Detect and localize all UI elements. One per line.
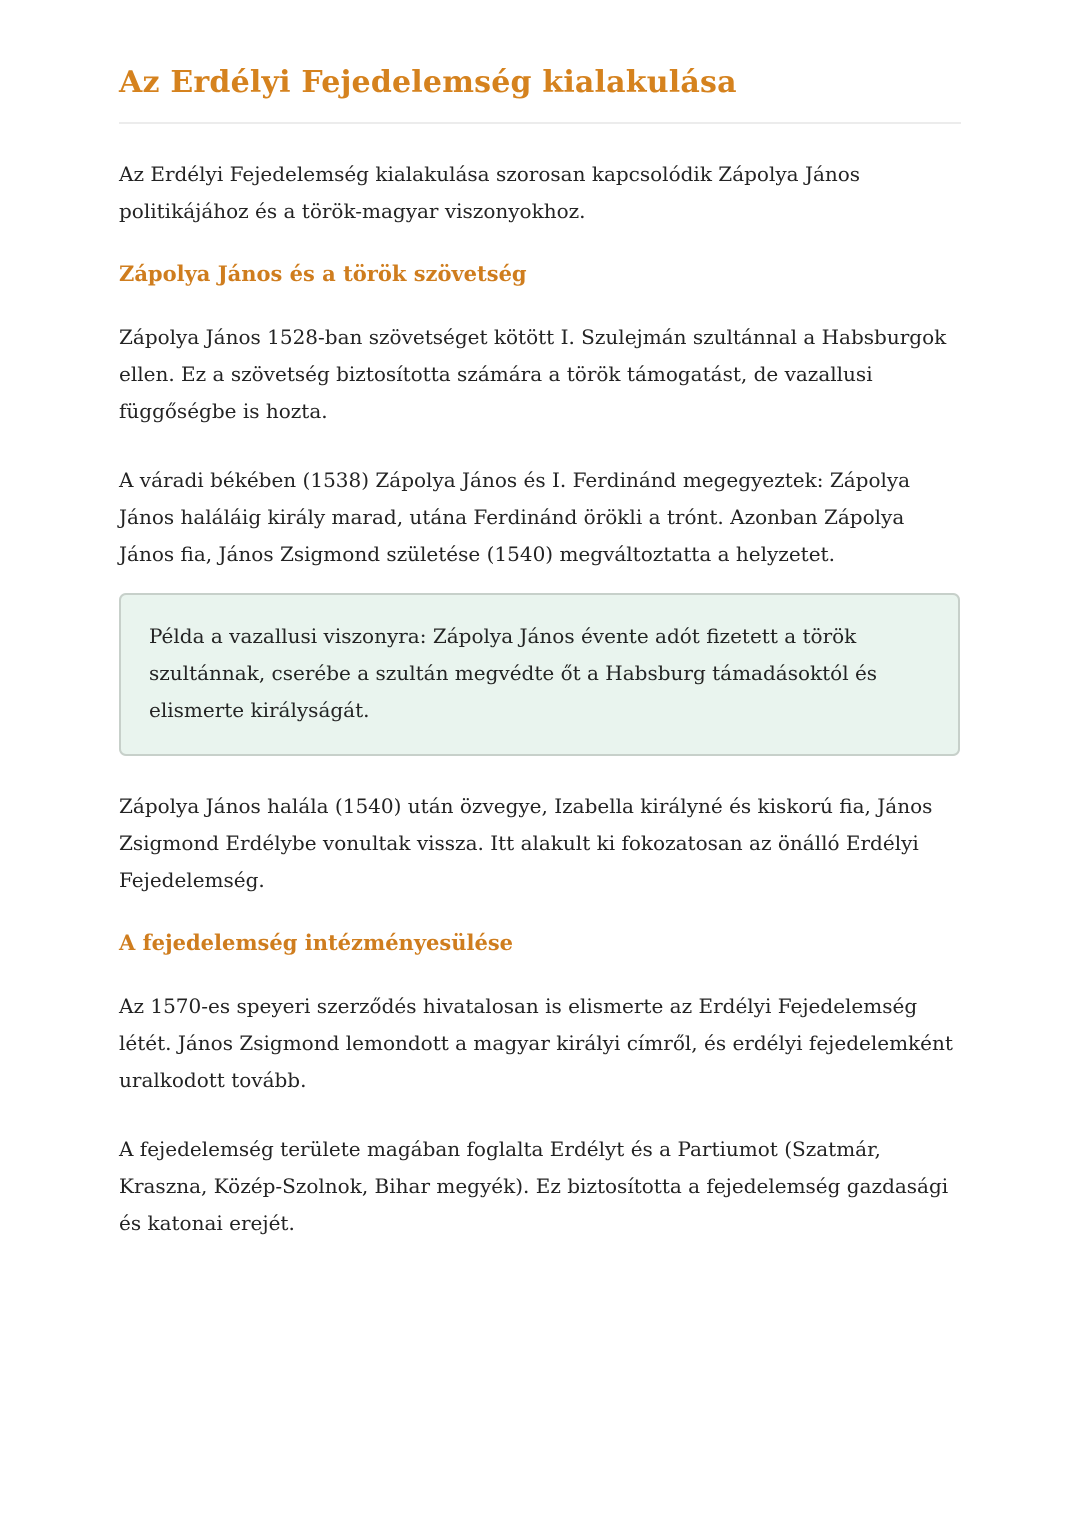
paragraph-speyeri-szerzodes: Az 1570-es speyeri szerződés hivatalosan is elismerte az Erdélyi Fejedelemség létét. János Zsigmond lemondott a magyar királyi címről, és erdélyi fejedelemként uralkodott tovább. <box>119 993 953 1092</box>
title-divider <box>119 122 961 124</box>
paragraph-zapolya-halala: Zápolya János halála (1540) után özvegye, Izabella királyné és kiskorú fia, János Zsigmond Erdélybe vonultak vissza. Itt alakult ki fokozatosan az önálló Erdélyi Fejedelemség. <box>119 793 933 892</box>
intro-paragraph: Az Erdélyi Fejedelemség kialakulása szorosan kapcsolódik Zápolya János politikájához és a török-magyar viszonyokhoz. <box>119 161 861 223</box>
section-heading-zapolya-torok-szovetseg: Zápolya János és a török szövetség <box>119 260 527 286</box>
paragraph-fejedelemseg-terulete: A fejedelemség területe magában foglalta Erdélyt és a Partiumot (Szatmár, Kraszna, Közép-Szolnok, Bihar megyék). Ez biztosította a fejedelemség gazdasági és katonai erejét. <box>119 1136 949 1235</box>
page-title: Az Erdélyi Fejedelemség kialakulása <box>119 65 737 100</box>
paragraph-varadi-beke: A váradi békében (1538) Zápolya János és I. Ferdinánd megegyeztek: Zápolya János haláláig király marad, utána Ferdinánd örökli a trónt. Azonban Zápolya János fia, János Zsigmond születése (1540) megváltoztatta a helyzetet. <box>119 467 911 566</box>
callout-text: Példa a vazallusi viszonyra: Zápolya János évente adót fizetett a török szultánnak, cserébe a szultán megvédte őt a Habsburg támadásoktól és elismerte királyságát. <box>149 623 878 722</box>
example-callout-box <box>119 593 960 756</box>
section-heading-intezmenyesules: A fejedelemség intézményesülése <box>119 929 513 955</box>
paragraph-szovetseg-1528: Zápolya János 1528-ban szövetséget kötött I. Szulejmán szultánnal a Habsburgok ellen. Ez a szövetség biztosította számára a török támogatást, de vazallusi függőségbe is hozta. <box>119 324 947 423</box>
